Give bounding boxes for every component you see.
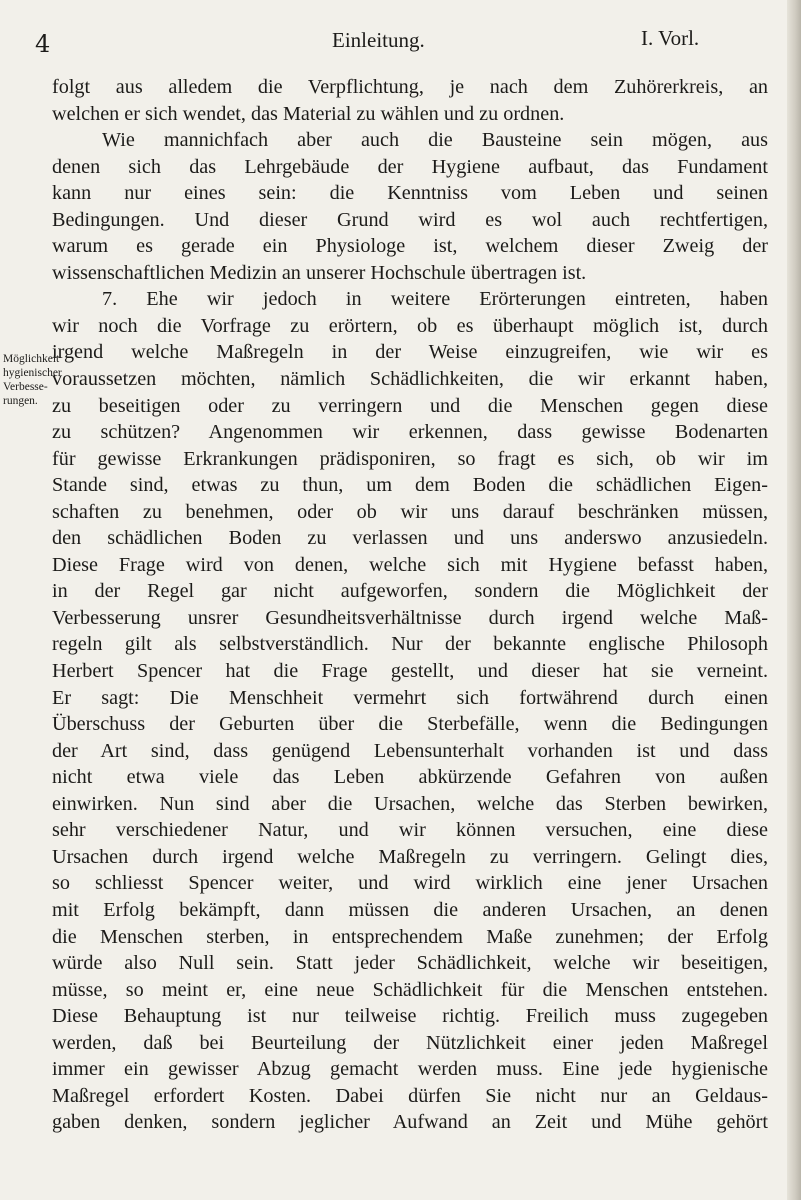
text-line: wir noch die Vorfrage zu erörtern, ob es überhaupt möglich ist, durch — [52, 314, 768, 337]
body-text — [52, 74, 768, 1136]
text-line: die Menschen sterben, in entsprechendem Maße zunehmen; der Erfolg — [52, 925, 768, 948]
text-line: 7. Ehe wir jedoch in weitere Erörterungen eintreten, haben — [102, 288, 768, 311]
text-line: den schädlichen Boden zu verlassen und uns anderswo anzusiedeln. — [52, 527, 768, 550]
text-line: denen sich das Lehrgebäude der Hygiene aufbaut, das Fundament — [52, 155, 768, 178]
text-line: sehr verschiedener Natur, und wir können versuchen, eine diese — [52, 819, 768, 842]
text-line: regeln gilt als selbstverständlich. Nur der bekannte englische Philosoph — [52, 633, 768, 656]
text-line: werden, daß bei Beurteilung der Nützlichkeit einer jeden Maßregel — [52, 1031, 768, 1054]
text-line: Diese Frage wird von denen, welche sich mit Hygiene befasst haben, — [52, 553, 768, 576]
margin-note-line: rungen. — [3, 395, 38, 407]
text-line: in der Regel gar nicht aufgeworfen, sondern die Möglichkeit der — [52, 580, 768, 603]
text-line: zu schützen? Angenommen wir erkennen, dass gewisse Bodenarten — [52, 421, 768, 444]
text-line: zu beseitigen oder zu verringern und die Menschen gegen diese — [52, 394, 768, 417]
text-line: einwirken. Nun sind aber die Ursachen, welche das Sterben bewirken, — [52, 792, 768, 815]
text-line: irgend welche Maßregeln in der Weise einzugreifen, wie wir es — [52, 341, 768, 364]
text-line: Stande sind, etwas zu thun, um dem Boden die schädlichen Eigen- — [52, 474, 768, 497]
text-line: Bedingungen. Und dieser Grund wird es wol auch rechtfertigen, — [52, 208, 768, 231]
text-line: Ursachen durch irgend welche Maßregeln zu verringern. Gelingt dies, — [52, 845, 768, 868]
page-number: 4 — [35, 30, 51, 58]
margin-note-line: Verbesse- — [3, 381, 48, 393]
text-line: wissenschaftlichen Medizin an unserer Hochschule übertragen ist. — [52, 261, 587, 284]
text-line: so schliesst Spencer weiter, und wird wirklich eine jener Ursachen — [52, 872, 768, 895]
text-line: Überschuss der Geburten über die Sterbefälle, wenn die Bedingungen — [52, 713, 768, 736]
text-line: schaften zu benehmen, oder ob wir uns darauf beschränken müssen, — [52, 500, 768, 523]
text-line: voraussetzen möchten, nämlich Schädlichkeiten, die wir erkannt haben, — [52, 368, 768, 391]
text-line: der Art sind, dass genügend Lebensunterhalt vorhanden ist und dass — [52, 739, 768, 762]
text-line: warum es gerade ein Physiologe ist, welchem dieser Zweig der — [52, 235, 768, 258]
page-edge — [787, 0, 801, 1200]
running-header — [0, 20, 801, 60]
text-line: würde also Null sein. Statt jeder Schädlichkeit, welche wir beseitigen, — [52, 952, 768, 975]
text-line: Diese Behauptung ist nur teilweise richtig. Freilich muss zugegeben — [52, 1005, 768, 1028]
text-line: mit Erfolg bekämpft, dann müssen die anderen Ursachen, an denen — [52, 898, 768, 921]
text-line: Maßregel erfordert Kosten. Dabei dürfen Sie nicht nur an Geldaus- — [52, 1084, 768, 1107]
text-line: Verbesserung unsrer Gesundheitsverhältnisse durch irgend welche Maß- — [52, 606, 768, 629]
text-line: nicht etwa viele das Leben abkürzende Gefahren von außen — [52, 766, 768, 789]
text-line: müsse, so meint er, eine neue Schädlichkeit für die Menschen entstehen. — [52, 978, 768, 1001]
text-line: Wie mannichfach aber auch die Bausteine sein mögen, aus — [102, 129, 768, 152]
text-line: Herbert Spencer hat die Frage gestellt, und dieser hat sie verneint. — [52, 660, 768, 683]
text-line: gaben denken, sondern jeglicher Aufwand an Zeit und Mühe gehört — [52, 1111, 768, 1134]
section-reference: I. Vorl. — [641, 26, 700, 50]
text-line: für gewisse Erkrankungen prädisponiren, so fragt es sich, ob wir im — [52, 447, 768, 470]
running-title: Einleitung. — [332, 28, 425, 52]
margin-note-line: Möglichkeit — [3, 353, 60, 365]
text-line: Er sagt: Die Menschheit vermehrt sich fortwährend durch einen — [52, 686, 768, 709]
text-line: folgt aus alledem die Verpflichtung, je nach dem Zuhörerkreis, an — [52, 76, 768, 98]
margin-note — [3, 352, 62, 408]
margin-note-line: hygienischer — [3, 367, 62, 379]
text-line: immer ein gewisser Abzug gemacht werden muss. Eine jede hygienische — [52, 1058, 768, 1081]
text-line: kann nur eines sein: die Kenntniss vom Leben und seinen — [52, 182, 768, 205]
text-line: welchen er sich wendet, das Material zu wählen und zu ordnen. — [52, 102, 565, 125]
